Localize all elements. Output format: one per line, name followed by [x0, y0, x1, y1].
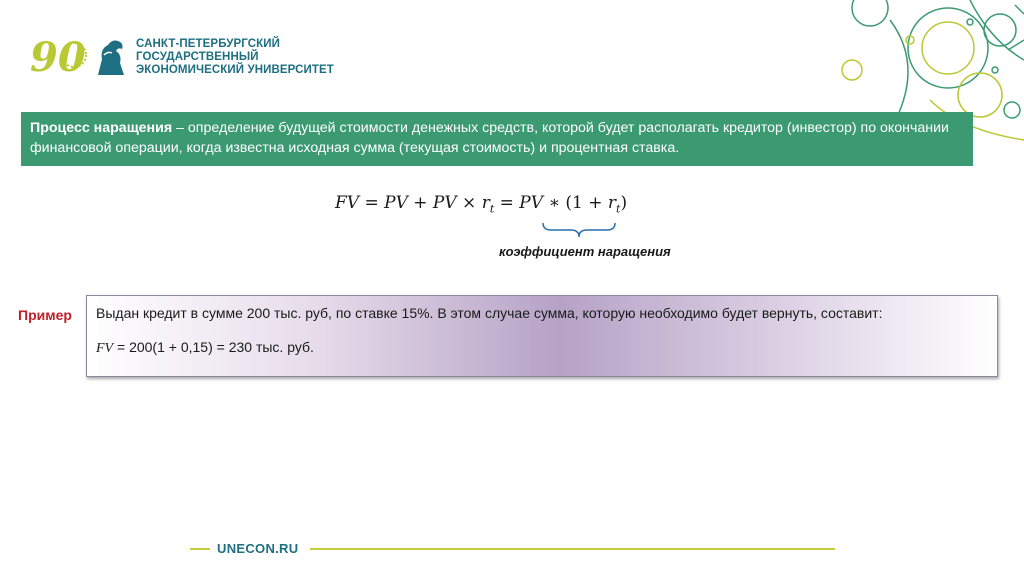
university-name	[136, 38, 334, 77]
university-name-line: ЭКОНОМИЧЕСКИЙ УНИВЕРСИТЕТ	[136, 64, 334, 76]
university-logo	[30, 35, 334, 83]
coefficient-label: коэффициент наращения	[499, 244, 671, 259]
example-box	[86, 295, 998, 377]
definition-text: – определение будущей стоимости денежных средств, которой будет располагать кредитор (инвестор) по окончании финансовой операции, когда известна исходная сумма (текущая стоимость) и процентная ставка.	[30, 120, 949, 156]
griffin-emblem-icon	[94, 37, 128, 77]
anniversary-90-icon	[30, 35, 90, 79]
accumulation-formula: FV = PV + PV × $r_t$ = PV ∗ $(1 + r_t)$	[335, 193, 628, 216]
example-formula-rest: = 200(1 + 0,15) = 230 тыс. руб.	[113, 339, 314, 355]
underbrace-icon	[541, 222, 617, 238]
example-formula-variable: FV	[96, 341, 114, 356]
footer-divider-right	[310, 548, 835, 550]
example-text: Выдан кредит в сумме 200 тыс. руб, по ставке 15%. В этом случае сумма, которую необходимо будет вернуть, составит:	[96, 305, 883, 321]
footer-divider-left	[190, 548, 210, 550]
footer-site-link[interactable]: UNECON.RU	[217, 541, 299, 556]
definition-banner	[21, 112, 973, 166]
university-name-line: САНКТ-ПЕТЕРБУРГСКИЙ	[136, 38, 281, 50]
example-label: Пример	[18, 307, 72, 323]
university-name-line: ГОСУДАРСТВЕННЫЙ	[136, 51, 259, 63]
example-formula	[96, 339, 997, 357]
svg-text:90: 90	[30, 35, 86, 79]
definition-term: Процесс наращения	[30, 120, 173, 136]
